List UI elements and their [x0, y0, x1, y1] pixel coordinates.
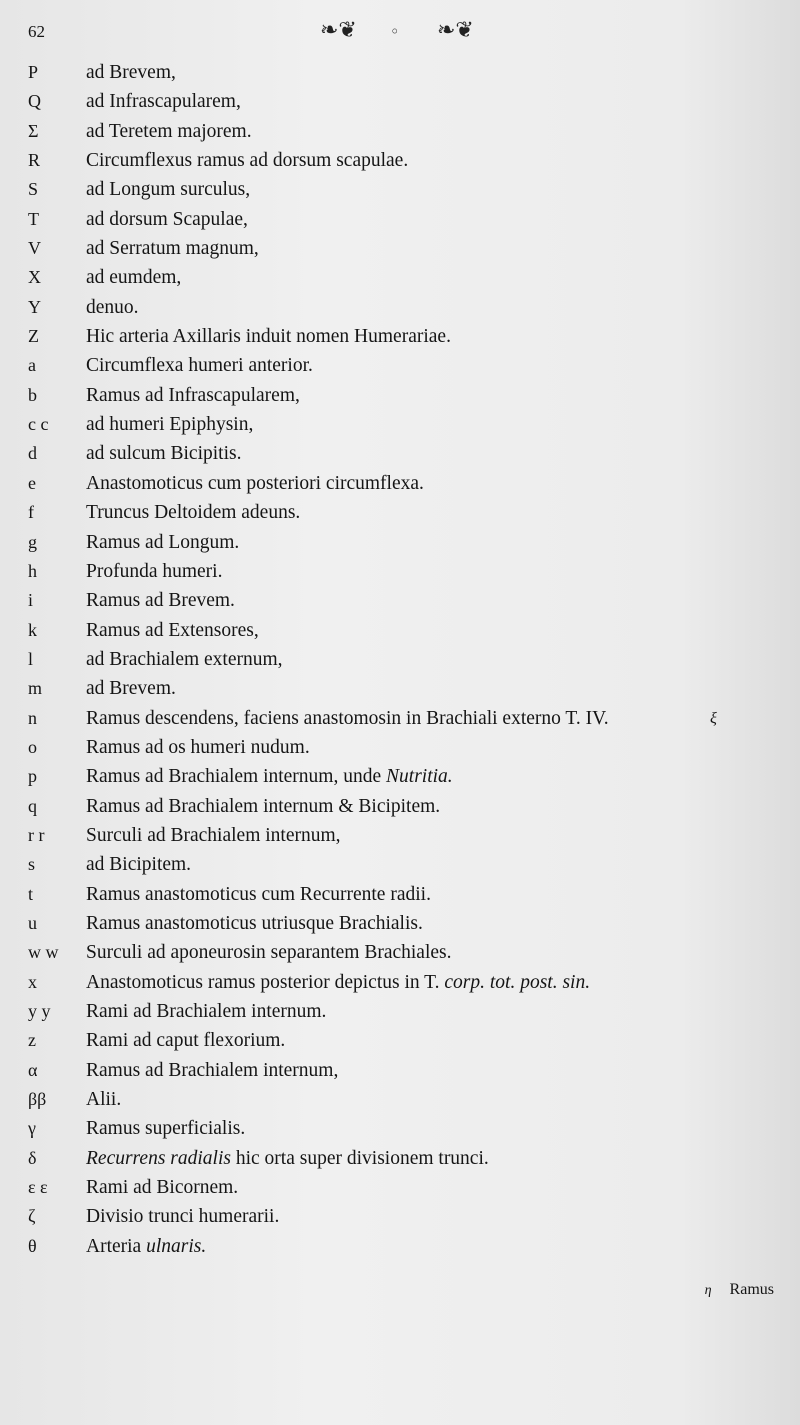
legend-entry: [0, 528, 800, 557]
legend-entry: [0, 293, 800, 322]
entry-text-plain: ad Brachialem externum,: [86, 648, 283, 670]
entry-text: [86, 557, 222, 586]
legend-entry: [0, 1056, 800, 1085]
entry-text: [86, 146, 408, 175]
entry-text-plain: Arteria: [86, 1235, 147, 1257]
entry-mark: c c: [28, 414, 49, 435]
entry-mark: θ: [28, 1235, 37, 1256]
entry-text-plain: Anastomoticus ramus posterior depictus in T.: [86, 971, 445, 993]
legend-entry: [0, 1114, 800, 1143]
legend-entry: [0, 234, 800, 263]
entry-text-plain: Ramus ad Brevem.: [86, 590, 235, 612]
entry-text: [86, 1114, 245, 1143]
entry-text: [86, 175, 250, 204]
entry-text-plain: Ramus ad Brachialem internum,: [86, 1059, 339, 1081]
right-ornament-icon: ❧❦: [437, 18, 474, 43]
entry-text-plain: Ramus ad Extensores,: [86, 619, 259, 641]
center-ornament-icon: ◦: [390, 22, 400, 41]
entry-text-italic: Recurrens radialis: [86, 1147, 231, 1169]
legend-entry: [0, 704, 800, 733]
entry-text: [86, 1173, 238, 1202]
entry-text-plain: Alii.: [86, 1089, 122, 1111]
entry-mark: g: [28, 531, 37, 552]
entry-text-plain: ad Bicipitem.: [86, 854, 192, 876]
entry-text: [86, 880, 431, 909]
entry-mark: V: [28, 238, 41, 259]
entry-mark: p: [28, 766, 37, 787]
entry-mark: b: [28, 384, 37, 405]
entry-text-plain: Anastomoticus cum posteriori circumflexa.: [86, 472, 424, 494]
entry-tail-mark: ξ: [710, 709, 717, 727]
entry-mark: γ: [28, 1118, 36, 1139]
entry-mark: t: [28, 883, 34, 904]
legend-entry: [0, 1202, 800, 1231]
entry-mark: h: [28, 560, 37, 581]
entry-text: [86, 616, 259, 645]
entry-mark: n: [28, 707, 37, 728]
entry-text: [86, 1026, 285, 1055]
legend-entry-list: [0, 58, 800, 1261]
legend-entry: [0, 498, 800, 527]
entry-text-plain: Ramus ad Brachialem internum, unde: [86, 766, 387, 788]
entry-mark: S: [28, 179, 39, 200]
legend-entry: [0, 880, 800, 909]
legend-entry: [0, 117, 800, 146]
legend-entry: [0, 146, 800, 175]
entry-text-plain: Ramus descendens, faciens anastomosin in Brachiali externo T. IV.: [86, 707, 609, 729]
entry-text: [86, 58, 176, 87]
legend-entry: [0, 439, 800, 468]
entry-mark: Q: [28, 91, 41, 112]
legend-entry: [0, 674, 800, 703]
entry-mark: w w: [28, 942, 59, 963]
entry-mark: P: [28, 62, 39, 82]
entry-mark: e: [28, 472, 36, 493]
entry-text-plain: Hic arteria Axillaris induit nomen Humerariae.: [86, 326, 451, 348]
entry-text: [86, 293, 139, 322]
entry-text-plain: Ramus anastomoticus utriusque Brachialis.: [86, 912, 423, 934]
entry-text-plain: Ramus ad Brachialem internum & Bicipitem.: [86, 795, 441, 817]
entry-text: [86, 205, 248, 234]
entry-text: [86, 1202, 279, 1231]
legend-entry: [0, 322, 800, 351]
entry-mark: u: [28, 912, 37, 933]
entry-text: [86, 821, 341, 850]
entry-mark: X: [28, 267, 41, 288]
entry-text: [86, 498, 300, 527]
legend-entry: [0, 557, 800, 586]
page-header: [0, 18, 800, 46]
entry-text-plain: Circumflexa humeri anterior.: [86, 355, 313, 377]
left-ornament-icon: ❧❦: [320, 18, 357, 43]
entry-mark: l: [28, 648, 34, 669]
entry-text-plain: ad Longum surculus,: [86, 179, 251, 201]
entry-mark: k: [28, 619, 37, 640]
catchword-text: Ramus: [729, 1281, 774, 1298]
entry-text-plain: ad Brevem,: [86, 62, 176, 83]
entry-text: [86, 674, 176, 703]
entry-text: [86, 234, 259, 263]
entry-text: [86, 322, 451, 351]
entry-text-plain: ad Serratum magnum,: [86, 238, 259, 260]
entry-text: [86, 263, 181, 292]
entry-text: [86, 469, 424, 498]
entry-text: [86, 792, 440, 821]
entry-text-plain: ad sulcum Bicipitis.: [86, 443, 242, 465]
entry-mark: o: [28, 736, 37, 757]
entry-text: [86, 968, 590, 997]
legend-entry: [0, 1026, 800, 1055]
entry-text-plain: ad Infrascapularem,: [86, 91, 241, 113]
entry-mark: i: [28, 590, 34, 611]
entry-text-plain: Ramus ad Longum.: [86, 531, 240, 553]
legend-entry: [0, 410, 800, 439]
legend-entry: [0, 792, 800, 821]
entry-text: [86, 87, 241, 116]
entry-text-after: hic orta super divisionem trunci.: [230, 1147, 489, 1169]
entry-text: [86, 850, 191, 879]
entry-mark: m: [28, 678, 43, 699]
entry-text-plain: denuo.: [86, 296, 139, 318]
entry-text-plain: Truncus Deltoidem adeuns.: [86, 502, 301, 524]
entry-text-plain: Profunda humeri.: [86, 560, 223, 582]
legend-entry: [0, 175, 800, 204]
legend-entry: [0, 850, 800, 879]
entry-text-italic: corp. tot. post. sin.: [444, 971, 591, 993]
entry-text-plain: Rami ad Brachialem internum.: [86, 1001, 327, 1022]
legend-entry: [0, 616, 800, 645]
entry-text-italic: ulnaris.: [146, 1235, 207, 1257]
legend-entry: [0, 58, 800, 87]
entry-text-plain: Circumflexus ramus ad dorsum scapulae.: [86, 150, 409, 172]
entry-text: [86, 351, 313, 380]
catchword: [705, 1281, 774, 1299]
entry-text-plain: Ramus superficialis.: [86, 1118, 246, 1140]
legend-entry: [0, 1085, 800, 1114]
legend-entry: [0, 968, 800, 997]
entry-text-plain: ad dorsum Scapulae,: [86, 208, 248, 230]
entry-text: [86, 1085, 121, 1114]
entry-text: [86, 645, 283, 674]
legend-entry: [0, 762, 800, 791]
entry-text: [86, 1144, 489, 1173]
entry-text-italic: Nutritia.: [386, 766, 453, 788]
entry-text: [86, 586, 235, 615]
entry-text: [86, 909, 423, 938]
entry-mark: R: [28, 150, 41, 171]
entry-text-plain: Surculi ad Brachialem internum,: [86, 824, 341, 846]
legend-entry: [0, 938, 800, 967]
entry-mark: ββ: [28, 1089, 47, 1110]
entry-text: [86, 381, 300, 410]
entry-mark: α: [28, 1059, 38, 1080]
entry-mark: δ: [28, 1147, 37, 1168]
entry-text-plain: ad eumdem,: [86, 267, 182, 289]
entry-text: [86, 117, 252, 146]
entry-text-plain: Divisio trunci humerarii.: [86, 1206, 280, 1228]
legend-entry: [0, 205, 800, 234]
legend-entry: [0, 997, 800, 1026]
entry-text: [86, 439, 241, 468]
entry-text: [86, 1232, 206, 1261]
legend-entry: [0, 1173, 800, 1202]
legend-entry: [0, 351, 800, 380]
entry-mark: T: [28, 208, 39, 229]
entry-text: [86, 762, 453, 791]
entry-mark: s: [28, 854, 36, 875]
entry-mark: r r: [28, 824, 45, 845]
entry-text-plain: Ramus anastomoticus cum Recurrente radii.: [86, 883, 431, 905]
entry-mark: a: [28, 355, 36, 376]
entry-mark: ζ: [28, 1206, 36, 1227]
entry-text: [86, 938, 452, 967]
entry-mark: Y: [28, 296, 41, 317]
legend-entry: [0, 821, 800, 850]
entry-mark: z: [28, 1030, 36, 1051]
entry-text: [86, 733, 310, 762]
catchword-mark: η: [704, 1283, 712, 1298]
legend-entry: [0, 381, 800, 410]
entry-text-plain: ad humeri Epiphysin,: [86, 414, 254, 436]
entry-mark: d: [28, 443, 37, 464]
entry-text-plain: Rami ad Bicornem.: [86, 1177, 239, 1199]
entry-mark: x: [28, 971, 37, 992]
entry-text-plain: ad Teretem majorem.: [86, 120, 252, 142]
entry-mark: q: [28, 795, 37, 816]
legend-entry: [0, 909, 800, 938]
entry-text-plain: Surculi ad aponeurosin separantem Brachiales.: [86, 942, 452, 964]
entry-text-plain: ad Brevem.: [86, 678, 176, 700]
legend-entry: [0, 645, 800, 674]
entry-mark: ε ε: [28, 1177, 48, 1198]
entry-text: [86, 1056, 338, 1085]
entry-text-plain: Rami ad caput flexorium.: [86, 1030, 286, 1052]
entry-mark: Σ: [28, 120, 39, 141]
entry-text-plain: Ramus ad Infrascapularem,: [86, 384, 300, 406]
page-number: 62: [28, 22, 45, 41]
entry-text: [86, 528, 239, 557]
legend-entry: [0, 1144, 800, 1173]
legend-entry: [0, 263, 800, 292]
entry-mark: f: [28, 502, 34, 523]
entry-text: [86, 410, 253, 439]
legend-entry: [0, 1232, 800, 1261]
legend-entry: [0, 733, 800, 762]
entry-mark: y y: [28, 1001, 51, 1021]
legend-entry: [0, 586, 800, 615]
entry-text: [86, 997, 326, 1026]
entry-text: [86, 704, 609, 733]
entry-text-plain: Ramus ad os humeri nudum.: [86, 736, 310, 758]
legend-entry: [0, 87, 800, 116]
legend-entry: [0, 469, 800, 498]
entry-mark: Z: [28, 326, 39, 347]
